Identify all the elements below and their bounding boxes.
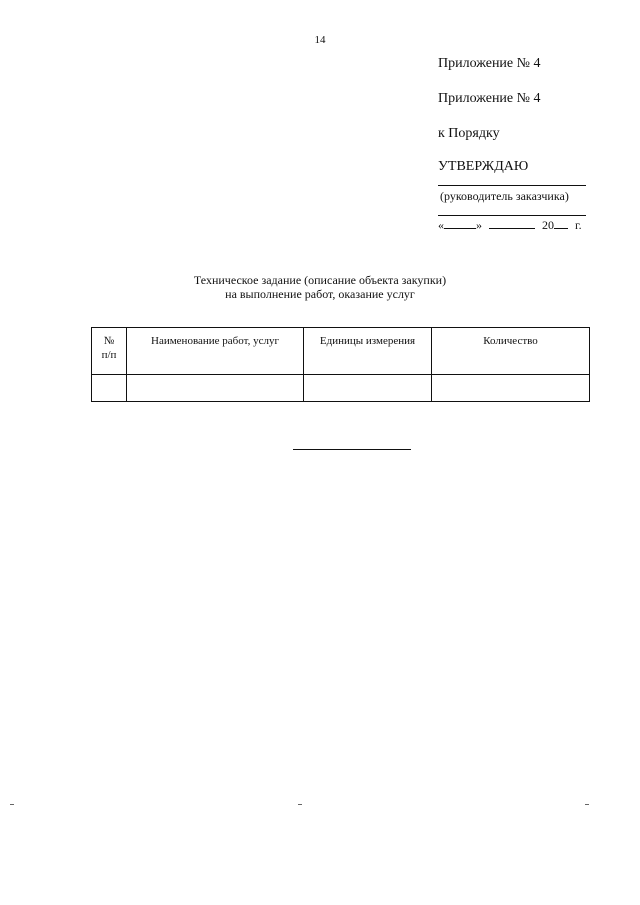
document-title [0, 273, 640, 301]
scan-speck [585, 804, 589, 805]
page-number: 14 [314, 34, 326, 46]
month-blank [489, 218, 535, 229]
signature-caption: (руководитель заказчика) [440, 189, 569, 203]
column-header-units: Единицы измерения [304, 328, 432, 375]
table-cell [432, 375, 590, 402]
specification-table [91, 327, 590, 402]
order-reference: к Порядку [438, 126, 500, 141]
table-cell [92, 375, 127, 402]
date-year: 20 [542, 218, 554, 232]
date-close-quote: » [476, 218, 482, 232]
year-blank [554, 218, 568, 229]
scan-speck [298, 804, 302, 805]
appendix-label-2: Приложение № 4 [438, 91, 541, 106]
date-suffix: г. [575, 218, 582, 232]
table-cell [127, 375, 304, 402]
signature-line [438, 185, 586, 186]
column-header-name: Наименование работ, услуг [127, 328, 304, 375]
approve-label: УТВЕРЖДАЮ [438, 159, 529, 174]
table-cell [304, 375, 432, 402]
date-line [438, 218, 582, 233]
appendix-label-1: Приложение № 4 [438, 56, 541, 71]
day-blank [444, 218, 476, 229]
date-top-rule [438, 215, 586, 216]
column-header-quantity: Количество [432, 328, 590, 375]
date-open-quote: « [438, 218, 444, 232]
title-line-1: Техническое задание (описание объекта закупки) [193, 273, 447, 287]
column-header-number: № п/п [92, 328, 127, 375]
title-line-2: на выполнение работ, оказание услуг [225, 287, 415, 301]
table-header-row [92, 328, 590, 375]
scan-speck [10, 804, 14, 805]
end-rule [293, 449, 411, 450]
table-row [92, 375, 590, 402]
